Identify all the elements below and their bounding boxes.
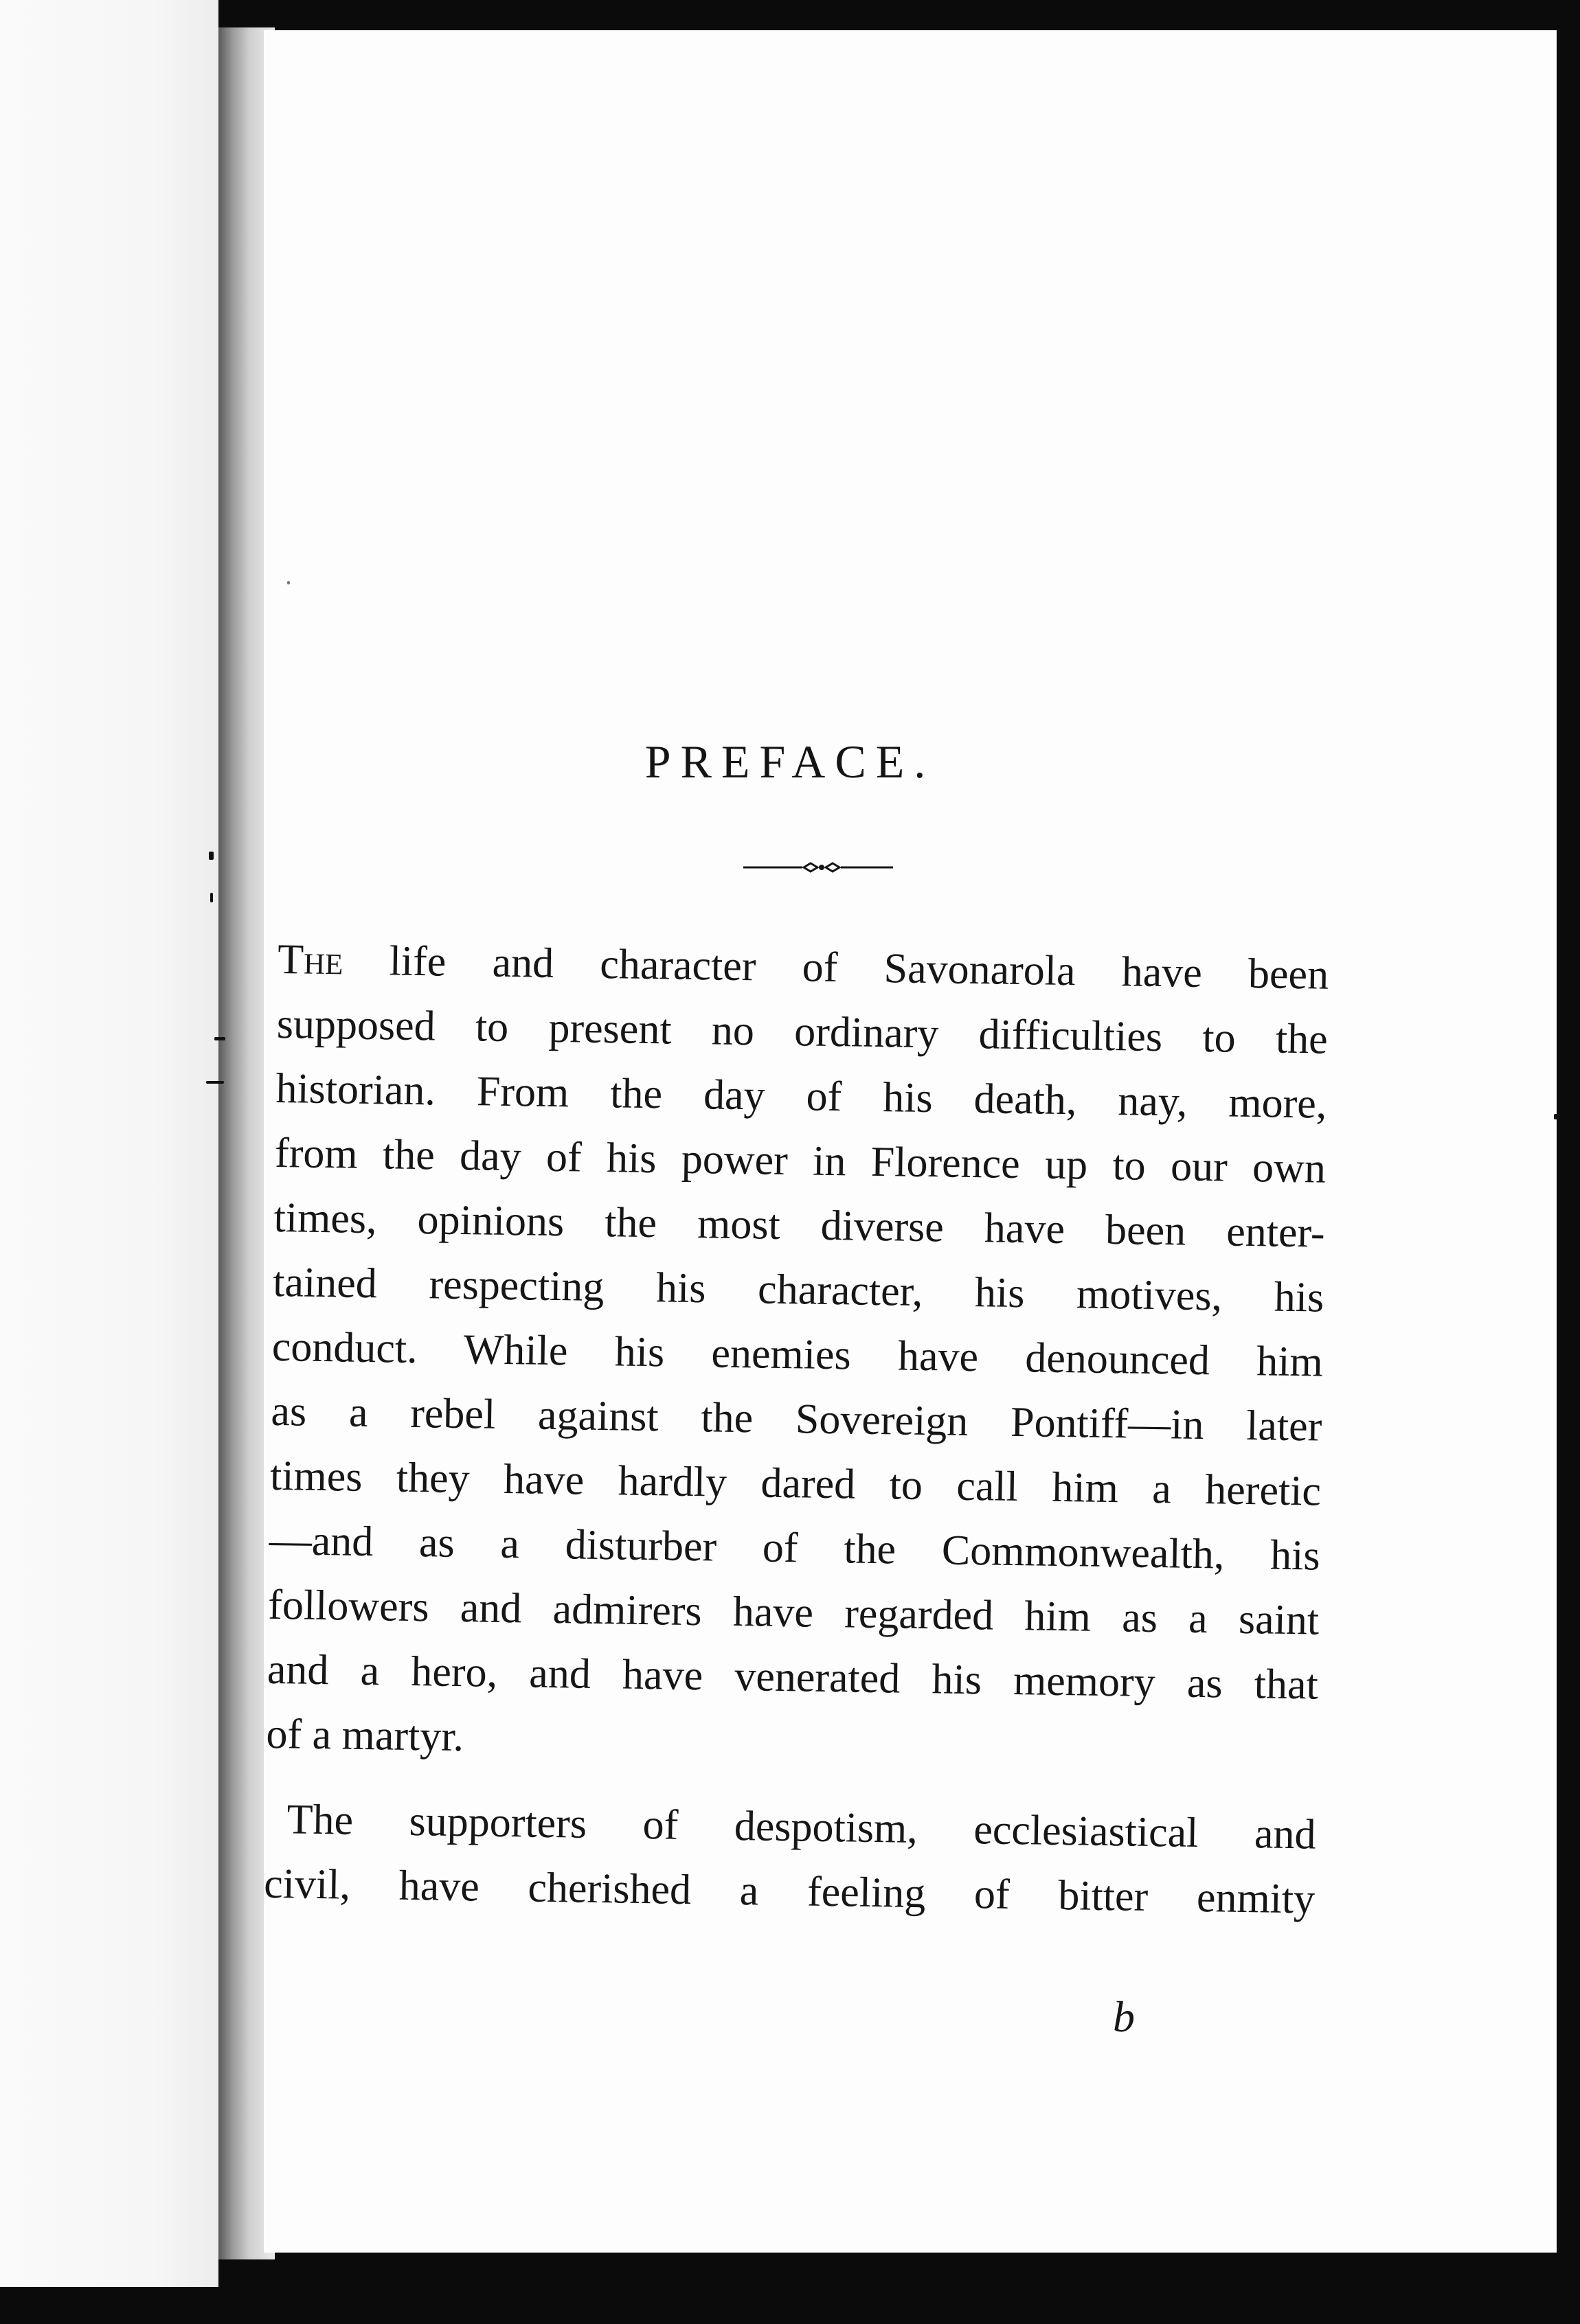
text-line-1: The life and character of Savonarola have been xyxy=(277,935,1329,999)
text-line-8: as a rebel against the Sovereign Pontiff—in later xyxy=(271,1387,1322,1450)
drop-lead-word: The xyxy=(277,935,343,984)
text-line-15: civil, have cherished a feeling of bitter enmity xyxy=(263,1860,1316,1923)
ink-speck xyxy=(214,1037,225,1040)
text-line-5: times, opinions the most diverse have been enter- xyxy=(273,1194,1326,1257)
text-line-7: conduct. While his enemies have denounced him xyxy=(271,1323,1324,1386)
ink-speck xyxy=(1554,1114,1559,1119)
text-line-14: The supporters of despotism, ecclesiastical and xyxy=(286,1796,1317,1858)
text-line-3: historian. From the day of his death, nay, more, xyxy=(275,1064,1327,1128)
left-page-leaf xyxy=(0,0,218,2287)
signature-mark: b xyxy=(1113,1992,1135,2041)
text-line-6: tained respecting his character, his motives, his xyxy=(272,1258,1324,1321)
ink-speck xyxy=(209,852,214,860)
text-line-10: —and as a disturber of the Commonwealth, his xyxy=(269,1516,1321,1580)
ink-speck xyxy=(210,893,213,902)
page-title: PREFACE. xyxy=(644,736,936,788)
ornament-divider xyxy=(743,857,893,878)
ink-speck xyxy=(287,581,290,584)
preface-body xyxy=(264,927,1329,1932)
ink-speck xyxy=(206,1081,224,1084)
text-line-2: supposed to present no ordinary difficulties to the xyxy=(276,1000,1329,1063)
text-line-4: from the day of his power in Florence up to our own xyxy=(274,1129,1327,1192)
text-line-11: followers and admirers have regarded him as a saint xyxy=(267,1581,1320,1644)
text-line-9: times they have hardly dared to call him a heretic xyxy=(269,1452,1322,1515)
text-line-12: and a hero, and have venerated his memory as that xyxy=(267,1645,1319,1709)
text-line-13: of a martyr. xyxy=(266,1710,464,1761)
